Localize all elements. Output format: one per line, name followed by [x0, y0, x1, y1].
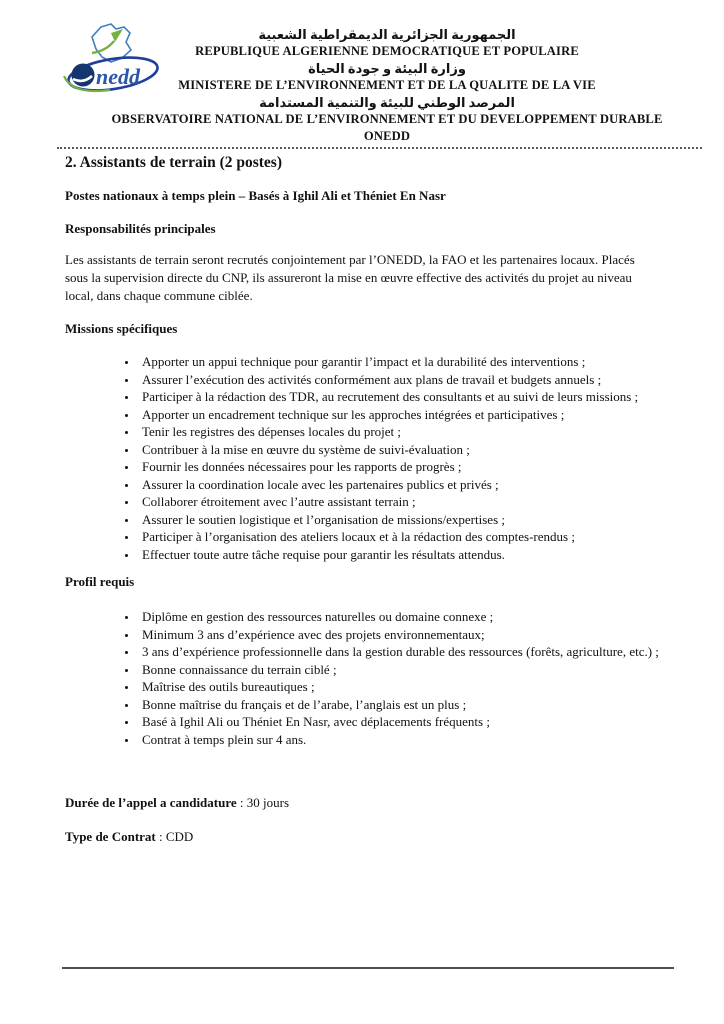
job-subtitle: Postes nationaux à temps plein – Basés à Ighil Ali et Théniet En Nasr [65, 188, 446, 203]
mission-item: • Tenir les registres des dépenses locales du projet ; [138, 423, 674, 441]
field-contrat-label: Type de Contrat [65, 829, 156, 844]
profil-item: • Diplôme en gestion des ressources naturelles ou domaine connexe ; [138, 608, 674, 626]
letterhead [0, 0, 724, 149]
mission-item: • Apporter un appui technique pour garantir l’impact et la durabilité des interventions ; [138, 353, 674, 371]
header-line-observatory-fr: OBSERVATOIRE NATIONAL DE L’ENVIRONNEMENT ET DU DEVELOPPEMENT DURABLE [111, 112, 663, 126]
profil-item: • Maîtrise des outils bureautiques ; [138, 678, 674, 696]
mission-item: • Participer à l’organisation des ateliers locaux et à la rédaction des comptes-rendus ; [138, 528, 674, 546]
mission-item: • Assurer la coordination locale avec les partenaires publics et privés ; [138, 476, 674, 494]
mission-item: • Assurer le soutien logistique et l’organisation de missions/expertises ; [138, 511, 674, 529]
mission-item: • Apporter un encadrement technique sur les approches intégrées et participatives ; [138, 406, 674, 424]
header-line-onedd: ONEDD [363, 129, 411, 143]
field-contrat-value: : CDD [155, 829, 194, 844]
mission-item: • Assurer l’exécution des activités conformément aux plans de travail et budgets annuels ; [138, 371, 674, 389]
mission-item: • Fournir les données nécessaires pour les rapports de progrès ; [138, 458, 674, 476]
header-line-ministry-fr: MINISTERE DE L’ENVIRONNEMENT ET DE LA QUALITE DE LA VIE [178, 78, 596, 92]
footer-divider [62, 967, 674, 969]
arrow-head-icon [111, 29, 123, 42]
profil-item: • Bonne connaissance du terrain ciblé ; [138, 661, 674, 679]
section-title-responsabilites: Responsabilités principales [65, 221, 216, 236]
field-duree-value: : 30 jours [236, 795, 290, 810]
mission-item: • Contribuer à la mise en œuvre du système de suivi-évaluation ; [138, 441, 674, 459]
profil-item: • Contrat à temps plein sur 4 ans. [138, 731, 674, 749]
responsabilites-paragraph: Les assistants de terrain seront recrutés conjointement par l’ONEDD, la FAO et les partenaires locaux. Placés sous la supervision directe du CNP, ils assureront la mise en œuvre effective des activités du projet au niveau local, dans chaque commune ciblée. [65, 252, 635, 303]
profil-item: • Minimum 3 ans d’expérience avec des projets environnementaux; [138, 626, 674, 644]
header-line-observatory-ar: المرصد الوطني للبيئة والتنمية المستدامة [259, 95, 515, 110]
profil-list [65, 608, 674, 748]
section-title-profil: Profil requis [65, 574, 135, 589]
field-duree-label: Durée de l’appel a candidature [65, 795, 237, 810]
document-body [0, 153, 724, 845]
header-line-republic-ar: الجمهورية الجزائرية الديمقراطية الشعبية [258, 27, 516, 42]
section-title-missions: Missions spécifiques [65, 321, 178, 336]
profil-item: • 3 ans d’expérience professionnelle dans la gestion durable des ressources (forêts, agriculture, etc.) ; [138, 643, 674, 661]
mission-item: • Collaborer étroitement avec l’autre assistant terrain ; [138, 493, 674, 511]
header-line-republic-fr: REPUBLIQUE ALGERIENNE DEMOCRATIQUE ET POPULAIRE [195, 44, 579, 58]
field-duree [65, 794, 674, 811]
logo-wordmark: nedd [96, 64, 140, 89]
mission-item: • Effectuer toute autre tâche requise pour garantir les résultats attendus. [138, 546, 674, 564]
profil-item: • Bonne maîtrise du français et de l’arabe, l’anglais est un plus ; [138, 696, 674, 714]
missions-list [65, 353, 674, 563]
sphere-o-icon [72, 64, 95, 87]
header-divider [57, 147, 702, 149]
job-title: 2. Assistants de terrain (2 postes) [65, 154, 282, 171]
mission-item: • Participer à la rédaction des TDR, au recrutement des consultants et au suivi de leurs missions ; [138, 388, 674, 406]
header-line-ministry-ar: وزارة البيئة و جودة الحياة [308, 61, 466, 76]
onedd-logo [56, 20, 176, 100]
field-contrat [65, 828, 674, 845]
profil-item: • Basé à Ighil Ali ou Théniet En Nasr, avec déplacements fréquents ; [138, 713, 674, 731]
